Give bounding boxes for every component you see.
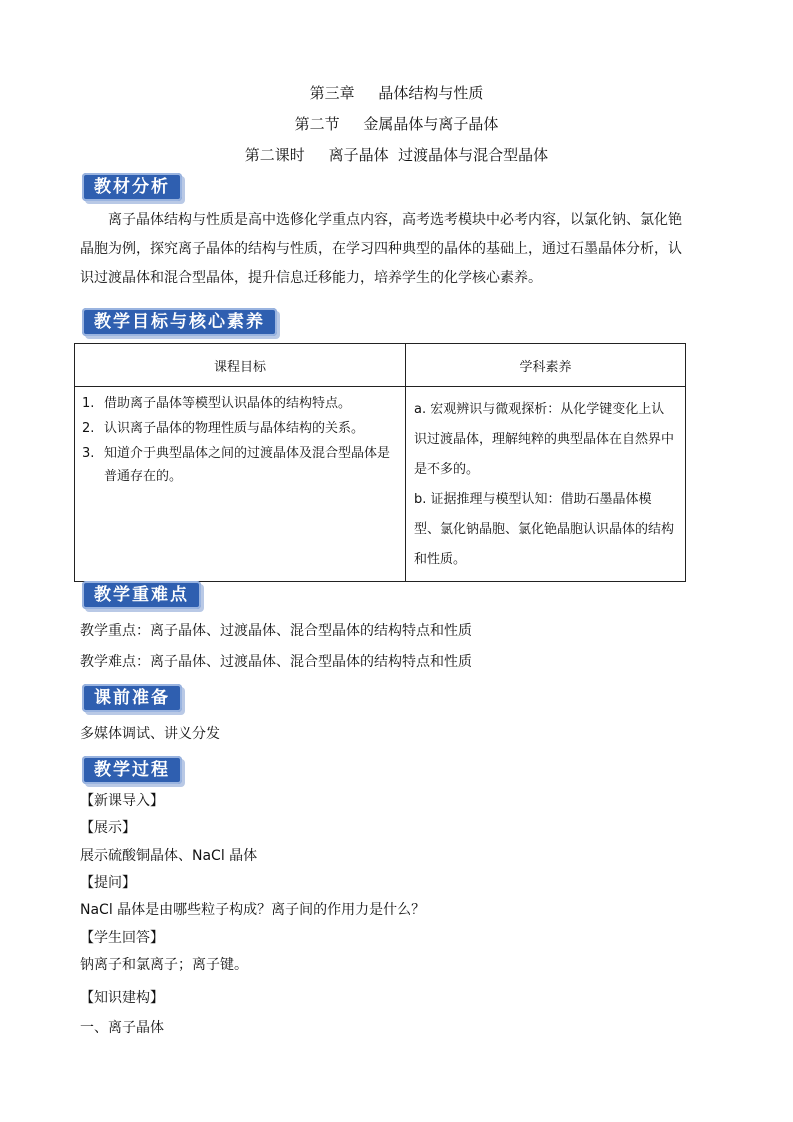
intro-heading: 【新课导入】 — [80, 793, 164, 809]
table-body-row — [75, 387, 686, 582]
goal-list — [76, 388, 404, 488]
goal-item: 2. 认识离子晶体的物理性质与晶体结构的关系。 — [82, 421, 365, 436]
teaching-focus: 教学重点：离子晶体、过渡晶体、混合型晶体的结构特点和性质 — [80, 623, 472, 639]
goal-item: 3. 知道介于典型晶体之间的过渡晶体及混合型晶体是普通存在的。 — [82, 446, 391, 484]
objectives-badge: 教学目标与核心素养 — [82, 308, 277, 336]
answer-heading: 【学生回答】 — [80, 930, 164, 946]
literacy-cell — [406, 387, 686, 582]
literacy-item-a: a. 宏观辨识与微观探析：从化学键变化上认识过渡晶体，理解纯粹的典型晶体在自然界中是不多的。 — [414, 402, 675, 477]
process-badge: 教学过程 — [82, 756, 182, 784]
literacy-item-b: b. 证据推理与模型认知：借助石墨晶体模型、氯化钠晶胞、氯化铯晶胞认识晶体的结构和性质。 — [414, 492, 675, 567]
answer-text: 钠离子和氯离子；离子键。 — [80, 957, 248, 973]
question-heading: 【提问】 — [80, 875, 136, 891]
chapter-title: 第三章 晶体结构与性质 — [309, 84, 484, 102]
goal-item: 1. 借助离子晶体等模型认识晶体的结构特点。 — [82, 396, 352, 411]
table-header-row — [75, 344, 686, 387]
show-heading: 【展示】 — [80, 820, 136, 836]
question-text: NaCl 晶体是由哪些粒子构成？离子间的作用力是什么？ — [80, 902, 426, 918]
show-text: 展示硫酸铜晶体、NaCl 晶体 — [80, 848, 258, 864]
goals-cell — [75, 387, 406, 582]
teaching-difficulty: 教学难点：离子晶体、过渡晶体、混合型晶体的结构特点和性质 — [80, 654, 472, 670]
objectives-table — [74, 343, 686, 582]
title-block — [0, 78, 793, 171]
key-points-badge: 教学重难点 — [82, 581, 201, 609]
preparation-badge: 课前准备 — [82, 684, 182, 712]
header-literacy: 学科素养 — [406, 344, 686, 387]
analysis-badge: 教材分析 — [82, 173, 182, 201]
lesson-title: 第二课时 离子晶体 过渡晶体与混合型晶体 — [244, 146, 549, 164]
knowledge-heading: 【知识建构】 — [80, 990, 164, 1006]
section-title: 第二节 金属晶体与离子晶体 — [294, 115, 499, 133]
analysis-paragraph — [80, 206, 688, 293]
header-course-goals: 课程目标 — [75, 344, 406, 387]
section-heading: 一、离子晶体 — [80, 1020, 164, 1036]
analysis-text: 离子晶体结构与性质是高中选修化学重点内容，高考选考模块中必考内容，以氯化钠、氯化铯晶胞为例，探究离子晶体的结构与性质，在学习四种典型的晶体的基础上，通过石墨晶体分析，认识过渡晶体和混合型晶体，提升信息迁移能力，培养学生的化学核心素养。 — [80, 212, 682, 286]
preparation-text: 多媒体调试、讲义分发 — [80, 726, 220, 742]
